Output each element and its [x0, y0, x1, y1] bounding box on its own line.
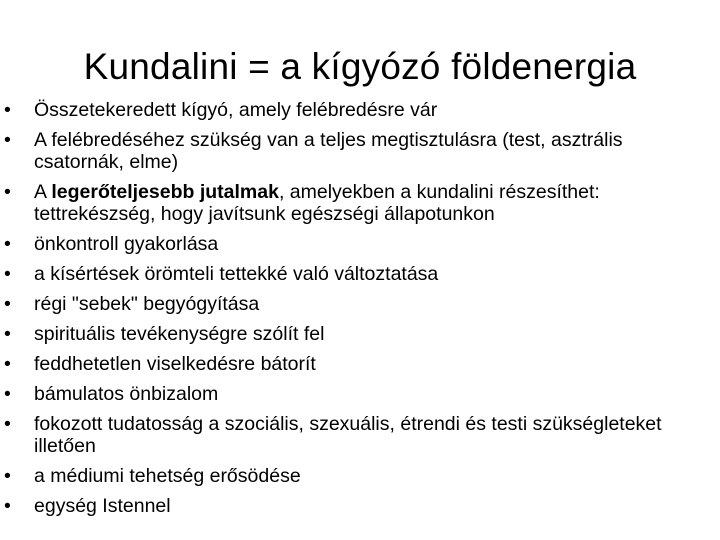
list-item — [4, 323, 704, 345]
bullet-text: egység Istennel — [34, 495, 171, 517]
list-item — [4, 495, 704, 517]
bullet-text — [34, 181, 600, 225]
list-item — [4, 99, 704, 121]
bullet-icon: • — [4, 293, 11, 315]
bullet-text: fokozott tudatosság a szociális, szexuális, étrendi és testi szükségleteket illetően — [34, 413, 662, 457]
bullet-icon: • — [4, 181, 11, 203]
bullet-text-emphasis: legerőteljesebb jutalmak — [51, 181, 279, 203]
bullet-list — [4, 99, 704, 525]
bullet-text: önkontroll gyakorlása — [34, 233, 219, 255]
list-item — [4, 413, 704, 457]
bullet-icon: • — [4, 263, 11, 285]
bullet-icon: • — [4, 383, 11, 405]
bullet-text: A felébredéséhez szükség van a teljes megtisztulásra (test, asztrális csatornák, elme) — [34, 129, 623, 173]
list-item — [4, 129, 704, 173]
bullet-icon: • — [4, 495, 11, 517]
slide-title: Kundalini = a kígyózó földenergia — [83, 46, 637, 87]
bullet-text-suffix: , amelyekben a kundalini részesíthet: tettrekészség, hogy javítsunk egészségi állapotunkon — [34, 181, 600, 225]
bullet-text: a kísértések örömteli tettekké való változtatása — [34, 263, 439, 285]
list-item — [4, 233, 704, 255]
bullet-text: feddhetetlen viselkedésre bátorít — [34, 353, 316, 375]
bullet-text-prefix: A — [34, 181, 52, 203]
list-item — [4, 353, 704, 375]
bullet-icon: • — [4, 465, 11, 487]
bullet-text: Összetekeredett kígyó, amely felébredésre vár — [34, 99, 438, 121]
bullet-icon: • — [4, 99, 11, 121]
bullet-icon: • — [4, 353, 11, 375]
bullet-icon: • — [4, 129, 11, 151]
list-item — [4, 465, 704, 487]
bullet-text: spirituális tevékenységre szólít fel — [34, 323, 325, 345]
bullet-icon: • — [4, 233, 11, 255]
bullet-text: bámulatos önbizalom — [34, 383, 219, 405]
list-item — [4, 263, 704, 285]
list-item — [4, 181, 704, 225]
bullet-text: a médiumi tehetség erősödése — [34, 465, 301, 487]
list-item — [4, 293, 704, 315]
list-item — [4, 383, 704, 405]
bullet-text: régi "sebek" begyógyítása — [34, 293, 260, 315]
bullet-icon: • — [4, 413, 11, 435]
bullet-icon: • — [4, 323, 11, 345]
